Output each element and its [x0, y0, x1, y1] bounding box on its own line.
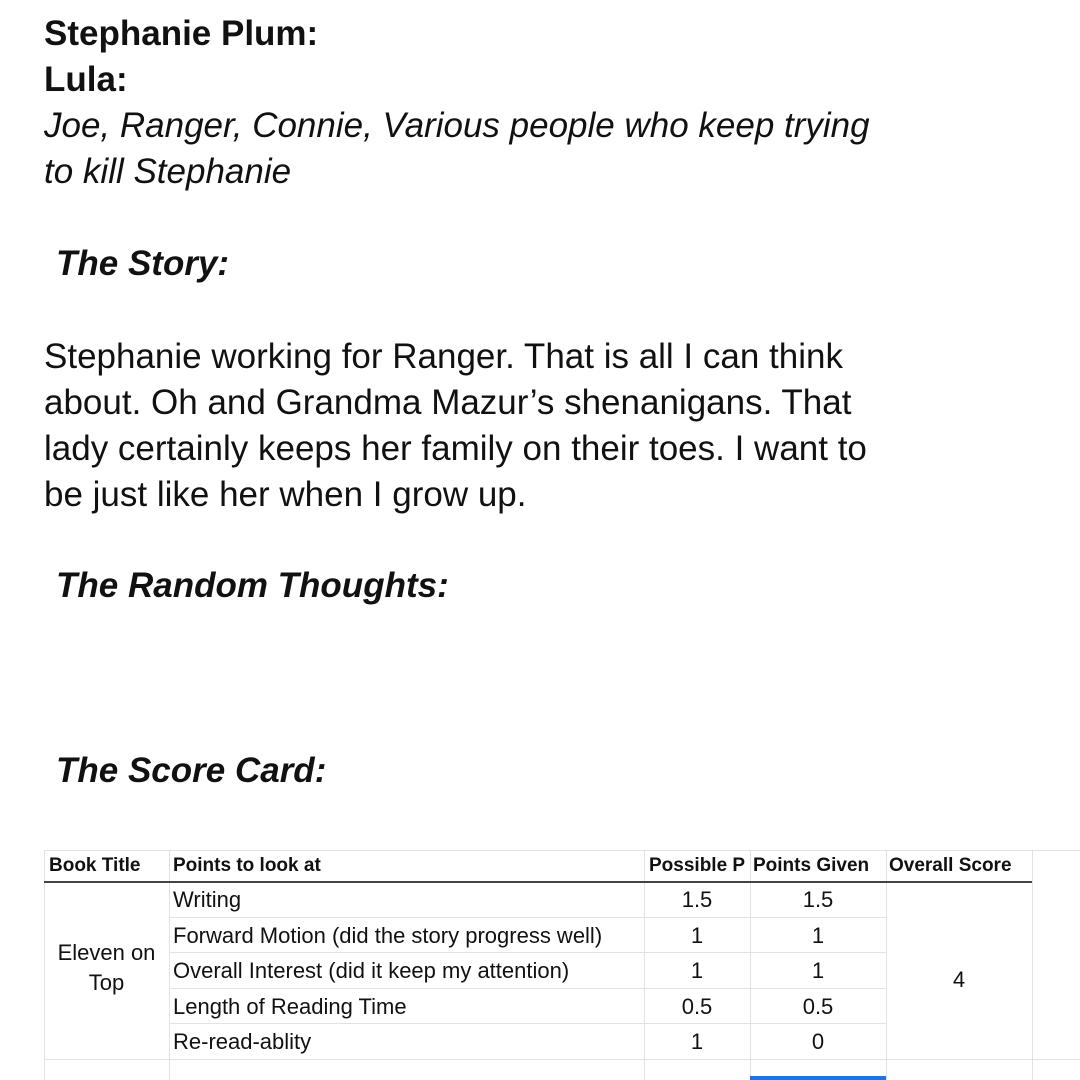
header-overall-score: Overall Score [889, 855, 1012, 876]
grid-line [169, 850, 170, 1080]
table-row-label[interactable]: Overall Interest (did it keep my attention) [173, 958, 570, 983]
header-possible-points: Possible P [649, 855, 746, 876]
score-card-table [44, 850, 1080, 1080]
table-row-label[interactable]: Writing [173, 887, 242, 912]
table-row-given[interactable]: 1 [811, 958, 825, 983]
table-row-possible[interactable]: 1 [690, 958, 704, 983]
table-row-possible[interactable]: 0.5 [681, 994, 713, 1019]
character-stephanie: Stephanie Plum: [44, 14, 319, 53]
table-row-possible[interactable]: 1.5 [681, 887, 713, 912]
table-row-label[interactable]: Forward Motion (did the story progress well) [173, 923, 603, 948]
selected-cell-indicator [750, 1076, 886, 1080]
supporting-characters-line2: to kill Stephanie [44, 152, 292, 191]
table-row-given[interactable]: 0 [811, 1029, 825, 1054]
table-row-given[interactable]: 1.5 [802, 887, 834, 912]
grid-line [1032, 850, 1033, 1080]
story-heading: The Story: [56, 244, 230, 283]
header-points-given: Points Given [753, 855, 870, 876]
score-card-heading: The Score Card: [56, 751, 327, 790]
grid-line [44, 1059, 1080, 1060]
table-row-label[interactable]: Length of Reading Time [173, 994, 407, 1019]
supporting-characters-line1: Joe, Ranger, Connie, Various people who keep trying [44, 106, 870, 145]
table-row-given[interactable]: 1 [811, 923, 825, 948]
table-row-possible[interactable]: 1 [690, 1029, 704, 1054]
book-title-line: Eleven on [57, 940, 156, 965]
story-line: lady certainly keeps her family on their toes. I want to [44, 429, 867, 468]
header-points-to-look-at: Points to look at [173, 855, 321, 876]
book-title-cell[interactable] [44, 938, 169, 998]
random-thoughts-heading: The Random Thoughts: [56, 566, 449, 605]
story-line: be just like her when I grow up. [44, 475, 527, 514]
table-row-label[interactable]: Re-read-ablity [173, 1029, 312, 1054]
header-book-title: Book Title [49, 855, 141, 876]
book-title-line: Top [88, 970, 125, 995]
story-line: Stephanie working for Ranger. That is all I can think [44, 337, 843, 376]
story-text [44, 334, 1054, 518]
table-row-given[interactable]: 0.5 [802, 994, 834, 1019]
table-row-possible[interactable]: 1 [690, 923, 704, 948]
character-lula: Lula: [44, 60, 128, 99]
story-line: about. Oh and Grandma Mazur’s shenanigans. That [44, 383, 852, 422]
overall-score-cell[interactable]: 4 [952, 967, 966, 992]
